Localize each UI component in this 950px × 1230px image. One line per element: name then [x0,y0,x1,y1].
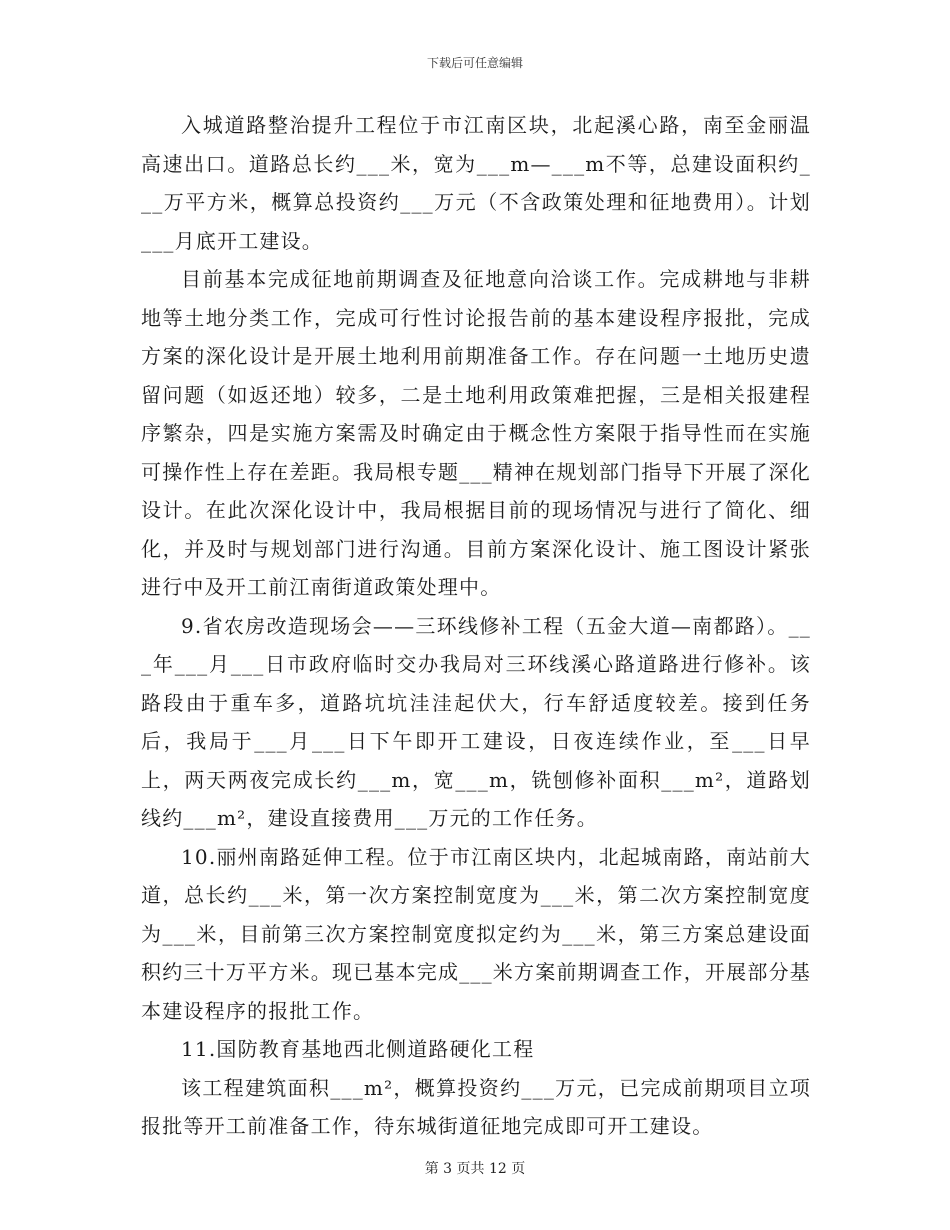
paragraph-item-11-body: 该工程建筑面积___m²，概算投资约___万元，已完成前期项目立项报批等开工前准备工作，待东城街道征地完成即可开工建设。 [141,1075,811,1138]
paragraph-land-acquisition: 目前基本完成征地前期调查及征地意向洽谈工作。完成耕地与非耕地等土地分类工作，完成可行性讨论报告前的基本建设程序报批，完成方案的深化设计是开展土地利用前期准备工作。存在问题一土地历史遗留问题（如返还地）较多，二是土地利用政策难把握，三是相关报建程序繁杂，四是实施方案需及时确定由于概念性方案限于指导性而在实施可操作性上存在差距。我局根专题___精神在规划部门指导下开展了深化设计。在此次深化设计中，我局根据目前的现场情况与进行了简化、细化，并及时与规划部门进行沟通。目前方案深化设计、施工图设计紧张进行中及开工前江南街道政策处理中。 [141,267,811,599]
page-header: 下载后可任意编辑 [426,56,523,70]
paragraph-road-renovation: 入城道路整治提升工程位于市江南区块，北起溪心路，南至金丽温高速出口。道路总长约___米，宽为___m—___m不等，总建设面积约___万平方米，概算总投资约___万元（不含政策处理和征地费用）。计划___月底开工建设。 [141,113,811,253]
page-number: 第 3 页共 12 页 [424,1161,526,1177]
paragraph-item-11-heading: 11.国防教育基地西北侧道路硬化工程 [181,1037,535,1061]
document-body [141,106,811,1146]
paragraph-item-9: 9.省农房改造现场会——三环线修补工程（五金大道—南都路）。___年___月___日市政府临时交办我局对三环线溪心路道路进行修补。该路段由于重车多，道路坑坑洼洼起伏大，行车舒适度较差。接到任务后，我局于___月___日下午即开工建设，日夜连续作业，至___日早上，两天两夜完成长约___m，宽___m，铣刨修补面积___m²，道路划线约___m²，建设直接费用___万元的工作任务。 [141,613,811,830]
paragraph-item-10: 10.丽州南路延伸工程。位于市江南区块内，北起城南路，南站前大道，总长约___米，第一次方案控制宽度为___米，第二次方案控制宽度为___米，目前第三次方案控制宽度拟定约为___米，第三方案总建设面积约三十万平方米。现已基本完成___米方案前期调查工作，开展部分基本建设程序的报批工作。 [141,844,811,1023]
